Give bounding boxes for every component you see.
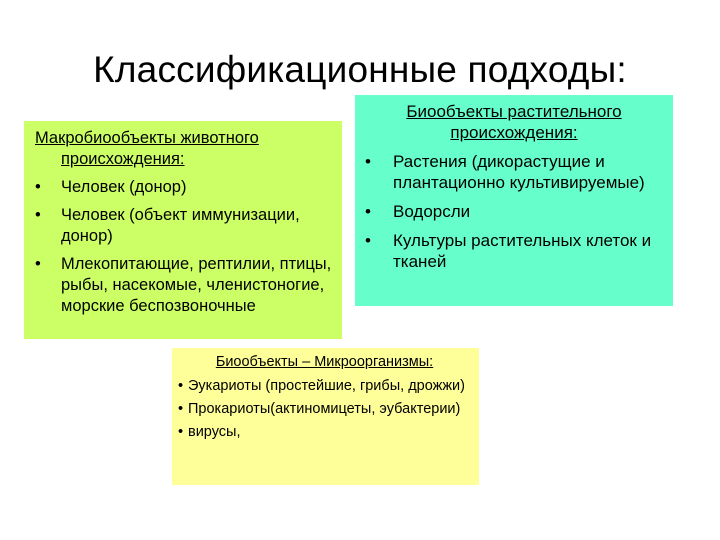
bullet-icon: • xyxy=(35,255,41,273)
list-item xyxy=(178,400,471,419)
list-item xyxy=(35,205,334,247)
bullet-icon: • xyxy=(365,231,371,250)
animal-heading-line2: происхождения: xyxy=(61,150,185,168)
list-item xyxy=(35,254,334,317)
list-item-text: Млекопитающие, рептилии, птицы, рыбы, насекомые, членистоногие, морские беспозвоночные xyxy=(61,255,332,315)
micro-list xyxy=(178,377,471,442)
plant-bioobjects-box xyxy=(355,95,673,306)
animal-bioobjects-box xyxy=(24,121,342,339)
microorganisms-box xyxy=(172,348,479,485)
animal-list xyxy=(35,177,334,317)
list-item xyxy=(365,151,663,193)
list-item-text: Человек (донор) xyxy=(61,178,187,196)
list-item xyxy=(365,201,663,222)
bullet-icon: • xyxy=(178,401,184,417)
plant-heading-text: Биообъекты растительного происхождения: xyxy=(406,102,622,142)
list-item xyxy=(178,377,471,396)
list-item xyxy=(365,230,663,272)
list-item-text: Культуры растительных клеток и тканей xyxy=(393,231,652,271)
plant-box-heading xyxy=(365,101,663,143)
list-item-text: Человек (объект иммунизации, донор) xyxy=(61,206,300,245)
bullet-icon: • xyxy=(178,378,184,394)
list-item-text: Эукариоты (простейшие, грибы, дрожжи) xyxy=(188,378,465,394)
plant-list xyxy=(365,151,663,272)
bullet-icon: • xyxy=(35,206,41,224)
list-item-text: Растения (дикорастущие и плантационно культивируемые) xyxy=(393,152,645,192)
bullet-icon: • xyxy=(35,178,41,196)
animal-box-heading xyxy=(35,128,334,170)
animal-heading-line1: Макробиообъекты животного xyxy=(35,129,259,147)
micro-heading-text: Биообъекты – Микроорганизмы: xyxy=(215,354,434,370)
list-item-text: вирусы, xyxy=(188,424,241,440)
bullet-icon: • xyxy=(178,424,184,440)
list-item xyxy=(178,423,471,442)
bullet-icon: • xyxy=(365,202,371,221)
list-item xyxy=(35,177,334,198)
list-item-text: Прокариоты(актиномицеты, эубактерии) xyxy=(188,401,461,417)
list-item-text: Водорсли xyxy=(393,202,471,221)
micro-box-heading xyxy=(178,353,471,372)
slide-title: Классификационные подходы: xyxy=(93,49,627,90)
bullet-icon: • xyxy=(365,152,371,171)
